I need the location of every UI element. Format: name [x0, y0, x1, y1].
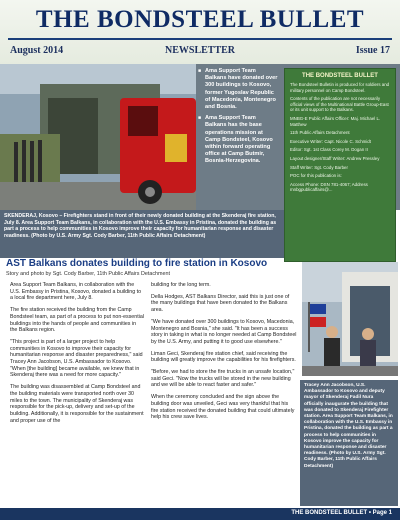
article-paragraph: "We have donated over 300 buildings to Kosovo, Macedonia, Montenegro and Bosnia," she said. "It has been a success story in taking in what is no longer needed at Camp Bondsteel by the U.S. Army, and putting it to good use elsewhere.": [151, 318, 297, 345]
masthead-info-box: [284, 68, 396, 262]
highlight-item: ■ Ama Support Team Balkans has the base operations mission at Camp Bondsteel, Kosovo within forward operating office at Camp Butmir, Bosnia-Herzegovina.: [198, 115, 278, 165]
masthead: [0, 0, 400, 64]
article-paragraph: Liman Geci, Skenderaj fire station chief, said receiving the building will greatly improve the capabilities for his firefighters.: [151, 350, 296, 364]
ceremony-illustration: [302, 262, 398, 376]
sidebar-paragraph: MNBG-E Public Affairs Officer: Maj. Michael L. Matthew: [290, 115, 381, 127]
newsletter-title: THE BONDSTEEL BULLET: [35, 6, 365, 33]
sidebar-paragraph: Staff Writer: Sgt. Cody Barber: [290, 164, 348, 170]
article-column-2: [151, 282, 297, 426]
sidebar-paragraph: Access Phone: DSN 781-4067; Address mnbgpublicaffairs@...: [290, 181, 368, 193]
article-byline: Story and photo by Sgt. Cody Barber, 11th Public Affairs Detachment: [6, 271, 171, 277]
sidebar-paragraph: Layout designer/Staff Writer: Andrew Pressley: [290, 155, 380, 161]
article-headline: AST Balkans donates building to fire station in Kosovo: [6, 258, 268, 269]
article-paragraph: When the ceremony concluded and the sign above the building door was unveiled, Geci was very thankful that his fire station received the donated building that could ultimately help his crew save lives.: [151, 394, 295, 421]
issue-number: Issue 17: [355, 45, 390, 56]
issue-date: August 2014: [10, 45, 64, 56]
fire-station-photo: [0, 64, 196, 210]
article-paragraph: building for the long term.: [151, 282, 211, 288]
sidebar-paragraph: Contents of the publication are not necessarily official views of the Multinational Battle Group-East or its unit support to the Balkans.: [290, 96, 389, 113]
highlights-list: [198, 68, 278, 170]
sidebar-paragraph: Editor: Sgt. 1st Class Corey M. Dogan II: [290, 147, 368, 153]
article-paragraph: Area Support Team Balkans, in collaboration with the U.S. Embassy in Pristina, Kosovo, donated a building to a local fire department here, July 8.: [10, 282, 142, 302]
article-column-1: [10, 282, 144, 429]
article-paragraph: The fire station received the building from the Camp Bondsteel team, as part of a process to put non-essential buildings into the hands of people and communities in the Balkans region.: [10, 307, 144, 334]
sidebar-paragraph: The Bondsteel Bulletin is produced for soldiers and military personnel on Camp Bondsteel.: [290, 82, 390, 93]
ceremony-photo: [302, 262, 398, 376]
newsletter-label: NEWSLETTER: [164, 45, 236, 56]
sidebar-paragraph: 11th Public Affairs Detachment: [290, 130, 350, 136]
article-paragraph: Della Hodges, AST Balkans Director, said this is just one of the many buildings that have been donated to the Balkans area.: [151, 293, 290, 314]
photo-caption: SKENDERAJ, Kosovo – Firefighters stand in front of their newly donated building at the Skenderaj fire station, July 8. Area Support Team Balkans, in collaboration with the U.S. Embassy in Pristina, donated the building as part a process to help communities in Kosovo improve their capacity for humanitarian response and disaster readiness. (Photo by U.S. Army Sgt. Cody Barber, 11th Public Affairs Detachment): [0, 210, 284, 258]
masthead-rule: [8, 38, 392, 40]
fire-station-illustration: [0, 64, 196, 210]
sidebar-paragraph: Executive Writer: Capt. Nicole C. Schmidt: [290, 138, 371, 144]
article-paragraph: "This project is part of a larger project to help communities in Kosovo to improve their capacity for humanitarian response and disaster preparedness," said Tracey Ann Jacobson, U.S. Ambassador to Kosovo. "When [the building] became available, we knew that in Skenderaj there was a need for more capacity.": [10, 338, 143, 379]
ceremony-caption: Tracey Ann Jacobson, U.S. Ambassador to Kosovo and deputy mayor of Skenderaj Fadil Nura officially inaugurate the building that was donated to Skenderaj Firefighter station. Area Support Team Balkans, in collaboration with the U.S. Embassy in Pristina, donated the building as part a process to help communities in Kosovo improve the capacity for humanitarian response and disaster readiness. (Photo by U.S. Army Sgt. Cody Barber, 11th Public Affairs Detachment): [300, 380, 398, 506]
sidebar-paragraph: POC for this publication is:: [290, 173, 342, 179]
sidebar-title: THE BONDSTEEL BULLET: [302, 73, 378, 79]
article-paragraph: The building was disassembled at Camp Bondsteel and the building materials were transported north over 30 miles to the town. The municipality of Skenderaj was responsible for the pick-up, delivery and set-up of the building. Additionally, it is responsible for the sustainment and proper use of the: [10, 384, 144, 424]
page-footer: [0, 508, 400, 520]
article-paragraph: "Before, we had to store the fire trucks in an unsafe location," said Geci. "Now the trucks will be stored in the new building and we will be able to react faster and safer.": [151, 369, 295, 389]
footer-text: THE BONDSTEEL BULLET • Page 1: [291, 510, 392, 516]
highlight-item: ■ Ama Support Team Balkans have donated over 300 buildings to Kosovo, former Yugoslav Republic of Macedonia, Montenegro and Bosnia.: [198, 68, 278, 111]
